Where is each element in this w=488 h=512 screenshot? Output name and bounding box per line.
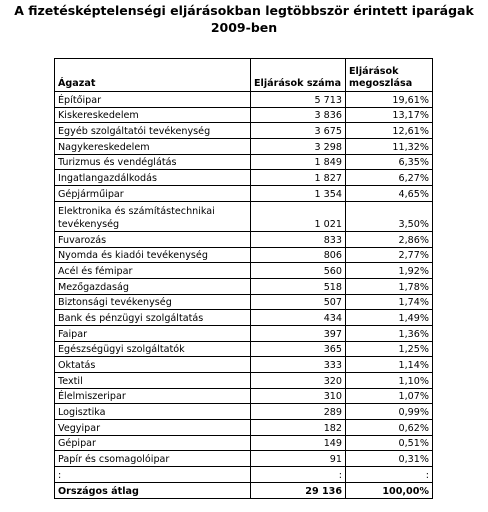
total-row xyxy=(55,482,433,498)
share-cell: 6,35% xyxy=(346,154,433,170)
count-cell: 289 xyxy=(251,404,346,420)
table-row xyxy=(55,310,433,326)
table-row xyxy=(55,154,433,170)
table-header-row xyxy=(55,59,433,92)
count-cell: 518 xyxy=(251,278,346,294)
table-row xyxy=(55,388,433,404)
table-row xyxy=(55,263,433,279)
sector-cell: Gépjárműipar xyxy=(55,186,251,202)
count-cell: 397 xyxy=(251,325,346,341)
count-cell: 5 713 xyxy=(251,92,346,108)
share-cell: 2,77% xyxy=(346,247,433,263)
share-cell: 6,27% xyxy=(346,170,433,186)
count-cell: 507 xyxy=(251,294,346,310)
count-cell: 1 849 xyxy=(251,154,346,170)
table-row xyxy=(55,92,433,108)
sector-cell: Nagykereskedelem xyxy=(55,139,251,155)
count-cell: 320 xyxy=(251,373,346,389)
table-row xyxy=(55,451,433,467)
count-cell: 560 xyxy=(251,263,346,279)
table-row xyxy=(55,420,433,436)
share-cell: 1,49% xyxy=(346,310,433,326)
count-cell: 806 xyxy=(251,247,346,263)
share-cell: 0,99% xyxy=(346,404,433,420)
table-row xyxy=(55,294,433,310)
share-cell: 1,36% xyxy=(346,325,433,341)
table-row xyxy=(55,373,433,389)
sector-cell: Gépipar xyxy=(55,435,251,451)
title-line-1: A fizetésképtelenségi eljárásokban legtöbbször érintett iparágak xyxy=(14,3,474,18)
count-cell: 365 xyxy=(251,341,346,357)
share-cell: 1,07% xyxy=(346,388,433,404)
header-count: Eljárások száma xyxy=(251,59,346,92)
header-sector: Ágazat xyxy=(55,59,251,92)
share-cell: 4,65% xyxy=(346,186,433,202)
count-cell: 1 021 xyxy=(251,201,346,231)
table-row xyxy=(55,435,433,451)
table-row xyxy=(55,201,433,231)
ellipsis-row xyxy=(55,467,433,483)
count-cell: 182 xyxy=(251,420,346,436)
table-row xyxy=(55,404,433,420)
total-count-cell: 29 136 xyxy=(251,482,346,498)
sector-cell: Egyéb szolgáltatói tevékenység xyxy=(55,123,251,139)
table-row xyxy=(55,186,433,202)
header-share: Eljárások megoszlása xyxy=(346,59,433,92)
share-cell: 11,32% xyxy=(346,139,433,155)
sector-cell: Fuvarozás xyxy=(55,231,251,247)
sector-cell: Vegyipar xyxy=(55,420,251,436)
share-cell: 12,61% xyxy=(346,123,433,139)
share-cell: 3,50% xyxy=(346,201,433,231)
count-cell: 1 354 xyxy=(251,186,346,202)
share-cell: 19,61% xyxy=(346,92,433,108)
sector-cell: Kiskereskedelem xyxy=(55,107,251,123)
share-cell: 2,86% xyxy=(346,231,433,247)
sector-cell: Textil xyxy=(55,373,251,389)
table-row xyxy=(55,170,433,186)
share-cell: 0,62% xyxy=(346,420,433,436)
sector-cell: Egészségügyi szolgáltatók xyxy=(55,341,251,357)
ellipsis-sector-cell: : xyxy=(55,467,251,483)
sector-cell: Mezőgazdaság xyxy=(55,278,251,294)
count-cell: 833 xyxy=(251,231,346,247)
count-cell: 310 xyxy=(251,388,346,404)
title-line-2: 2009-ben xyxy=(210,20,278,35)
sector-cell: Oktatás xyxy=(55,357,251,373)
share-cell: 1,92% xyxy=(346,263,433,279)
share-cell: 1,25% xyxy=(346,341,433,357)
table-row xyxy=(55,325,433,341)
sector-cell: Biztonsági tevékenység xyxy=(55,294,251,310)
table-row xyxy=(55,123,433,139)
sector-cell: Papír és csomagolóipar xyxy=(55,451,251,467)
count-cell: 149 xyxy=(251,435,346,451)
sector-cell: Nyomda és kiadói tevékenység xyxy=(55,247,251,263)
share-cell: 13,17% xyxy=(346,107,433,123)
share-cell: 1,74% xyxy=(346,294,433,310)
page-title xyxy=(0,2,488,36)
count-cell: 3 675 xyxy=(251,123,346,139)
count-cell: 91 xyxy=(251,451,346,467)
share-cell: 0,51% xyxy=(346,435,433,451)
table-row xyxy=(55,247,433,263)
ellipsis-count-cell: : xyxy=(251,467,346,483)
sector-cell: Faipar xyxy=(55,325,251,341)
count-cell: 434 xyxy=(251,310,346,326)
sector-cell: Élelmiszeripar xyxy=(55,388,251,404)
share-cell: 1,14% xyxy=(346,357,433,373)
ellipsis-share-cell: : xyxy=(346,467,433,483)
sector-cell: Elektronika és számítástechnikai tevékenység xyxy=(55,201,251,231)
total-label-cell: Országos átlag xyxy=(55,482,251,498)
sector-cell: Ingatlangazdálkodás xyxy=(55,170,251,186)
sector-cell: Turizmus és vendéglátás xyxy=(55,154,251,170)
count-cell: 333 xyxy=(251,357,346,373)
table-row xyxy=(55,139,433,155)
total-share-cell: 100,00% xyxy=(346,482,433,498)
table-row xyxy=(55,107,433,123)
sector-cell: Bank és pénzügyi szolgáltatás xyxy=(55,310,251,326)
table-row xyxy=(55,341,433,357)
insolvency-table xyxy=(54,58,433,499)
share-cell: 0,31% xyxy=(346,451,433,467)
share-cell: 1,78% xyxy=(346,278,433,294)
sector-cell: Acél és fémipar xyxy=(55,263,251,279)
table-row xyxy=(55,231,433,247)
share-cell: 1,10% xyxy=(346,373,433,389)
count-cell: 1 827 xyxy=(251,170,346,186)
sector-cell: Építőipar xyxy=(55,92,251,108)
table-row xyxy=(55,357,433,373)
table-row xyxy=(55,278,433,294)
count-cell: 3 836 xyxy=(251,107,346,123)
count-cell: 3 298 xyxy=(251,139,346,155)
sector-cell: Logisztika xyxy=(55,404,251,420)
